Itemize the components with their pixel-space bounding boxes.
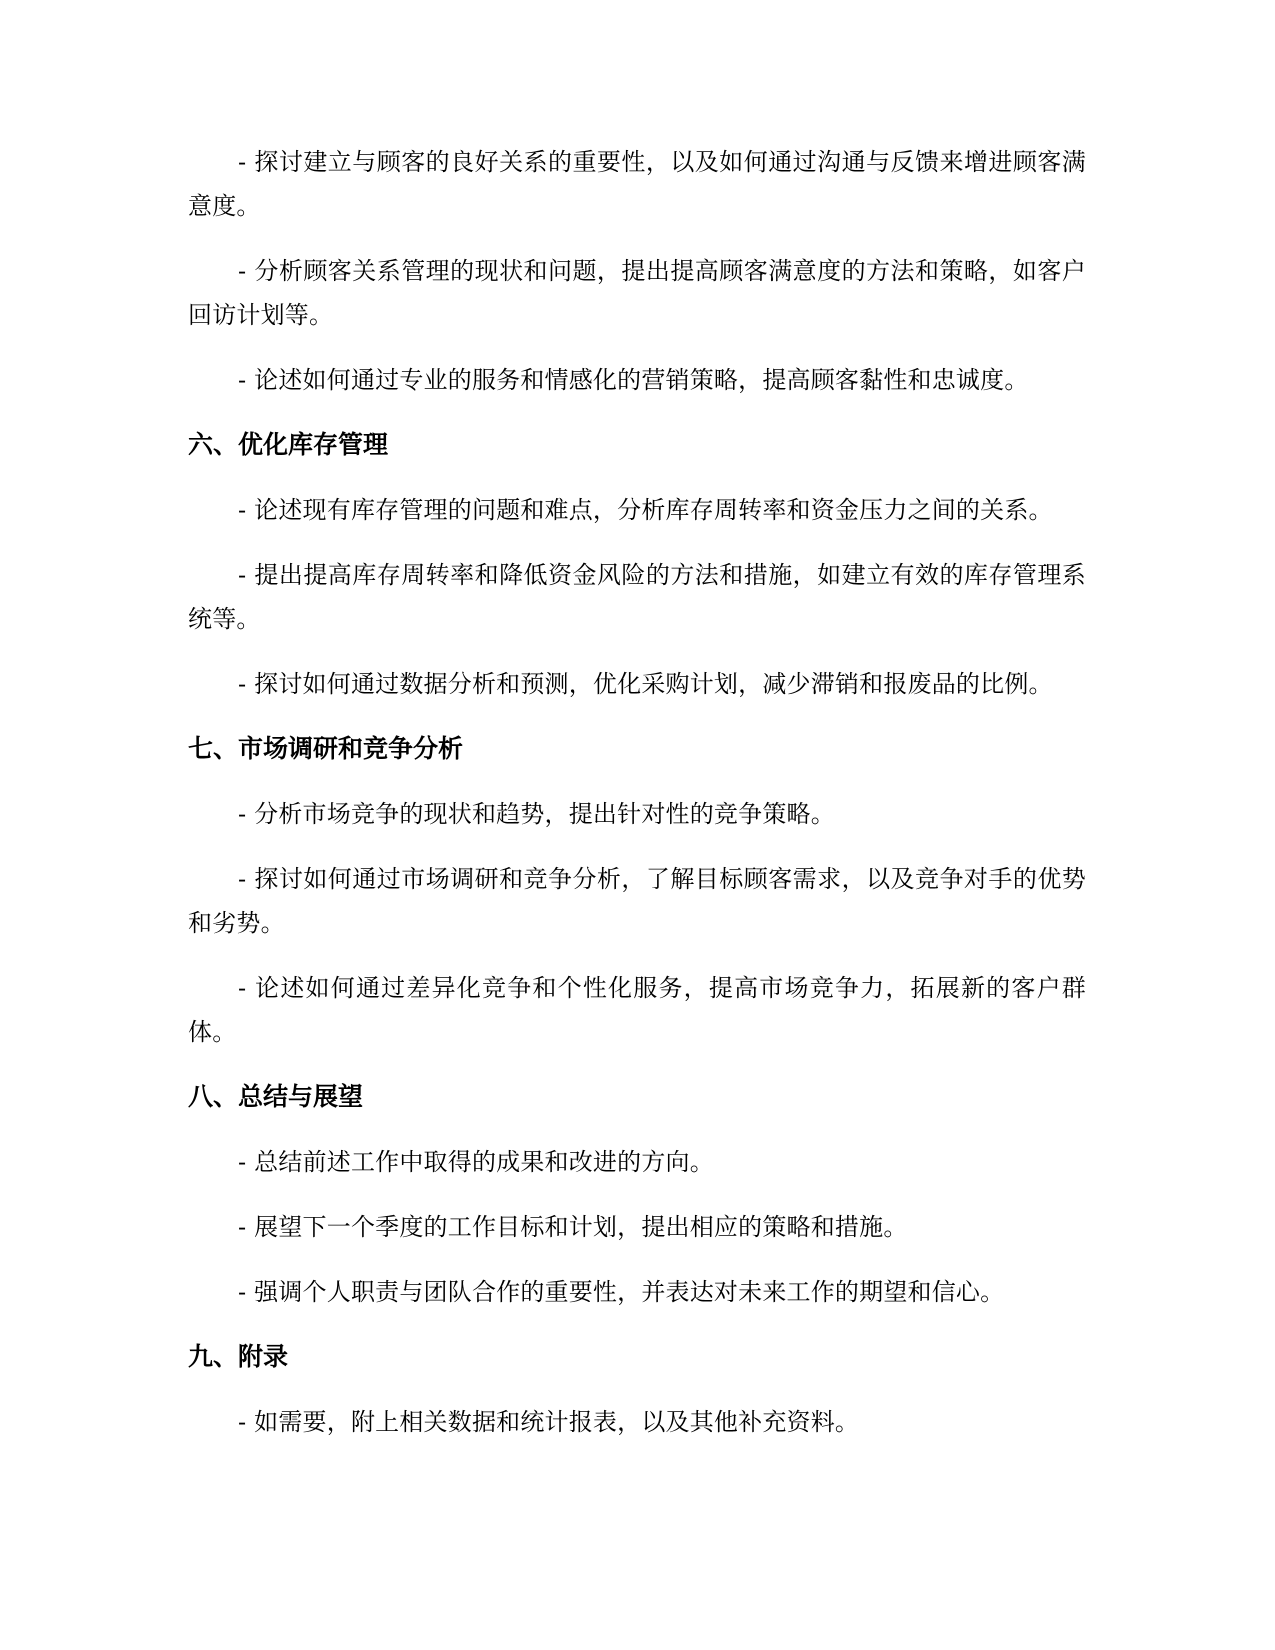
paragraph: - 提出提高库存周转率和降低资金风险的方法和措施，如建立有效的库存管理系统等。: [188, 561, 1086, 633]
paragraph: - 分析市场竞争的现状和趋势，提出针对性的竞争策略。: [238, 800, 835, 828]
paragraph: - 强调个人职责与团队合作的重要性，并表达对未来工作的期望和信心。: [238, 1278, 1005, 1306]
paragraph: - 展望下一个季度的工作目标和计划，提出相应的策略和措施。: [238, 1213, 908, 1241]
paragraph: - 总结前述工作中取得的成果和改进的方向。: [238, 1148, 714, 1176]
paragraph: - 论述如何通过专业的服务和情感化的营销策略，提高顾客黏性和忠诚度。: [238, 366, 1029, 394]
document-page: [188, 140, 1086, 1465]
section-heading: 六、优化库存管理: [188, 430, 389, 459]
paragraph: - 探讨建立与顾客的良好关系的重要性，以及如何通过沟通与反馈来增进顾客满意度。: [188, 148, 1086, 220]
paragraph: - 分析顾客关系管理的现状和问题，提出提高顾客满意度的方法和策略，如客户回访计划等。: [188, 257, 1086, 329]
paragraph: - 探讨如何通过市场调研和竞争分析，了解目标顾客需求，以及竞争对手的优势和劣势。: [188, 865, 1086, 937]
paragraph: - 论述如何通过差异化竞争和个性化服务，提高市场竞争力，拓展新的客户群体。: [188, 974, 1086, 1046]
section-heading: 八、总结与展望: [188, 1082, 364, 1111]
paragraph: - 论述现有库存管理的问题和难点，分析库存周转率和资金压力之间的关系。: [238, 496, 1053, 524]
section-heading: 九、附录: [188, 1342, 289, 1371]
paragraph: - 如需要，附上相关数据和统计报表，以及其他补充资料。: [238, 1408, 860, 1436]
section-heading: 七、市场调研和竞争分析: [188, 734, 464, 763]
paragraph: - 探讨如何通过数据分析和预测，优化采购计划，减少滞销和报废品的比例。: [238, 670, 1053, 698]
